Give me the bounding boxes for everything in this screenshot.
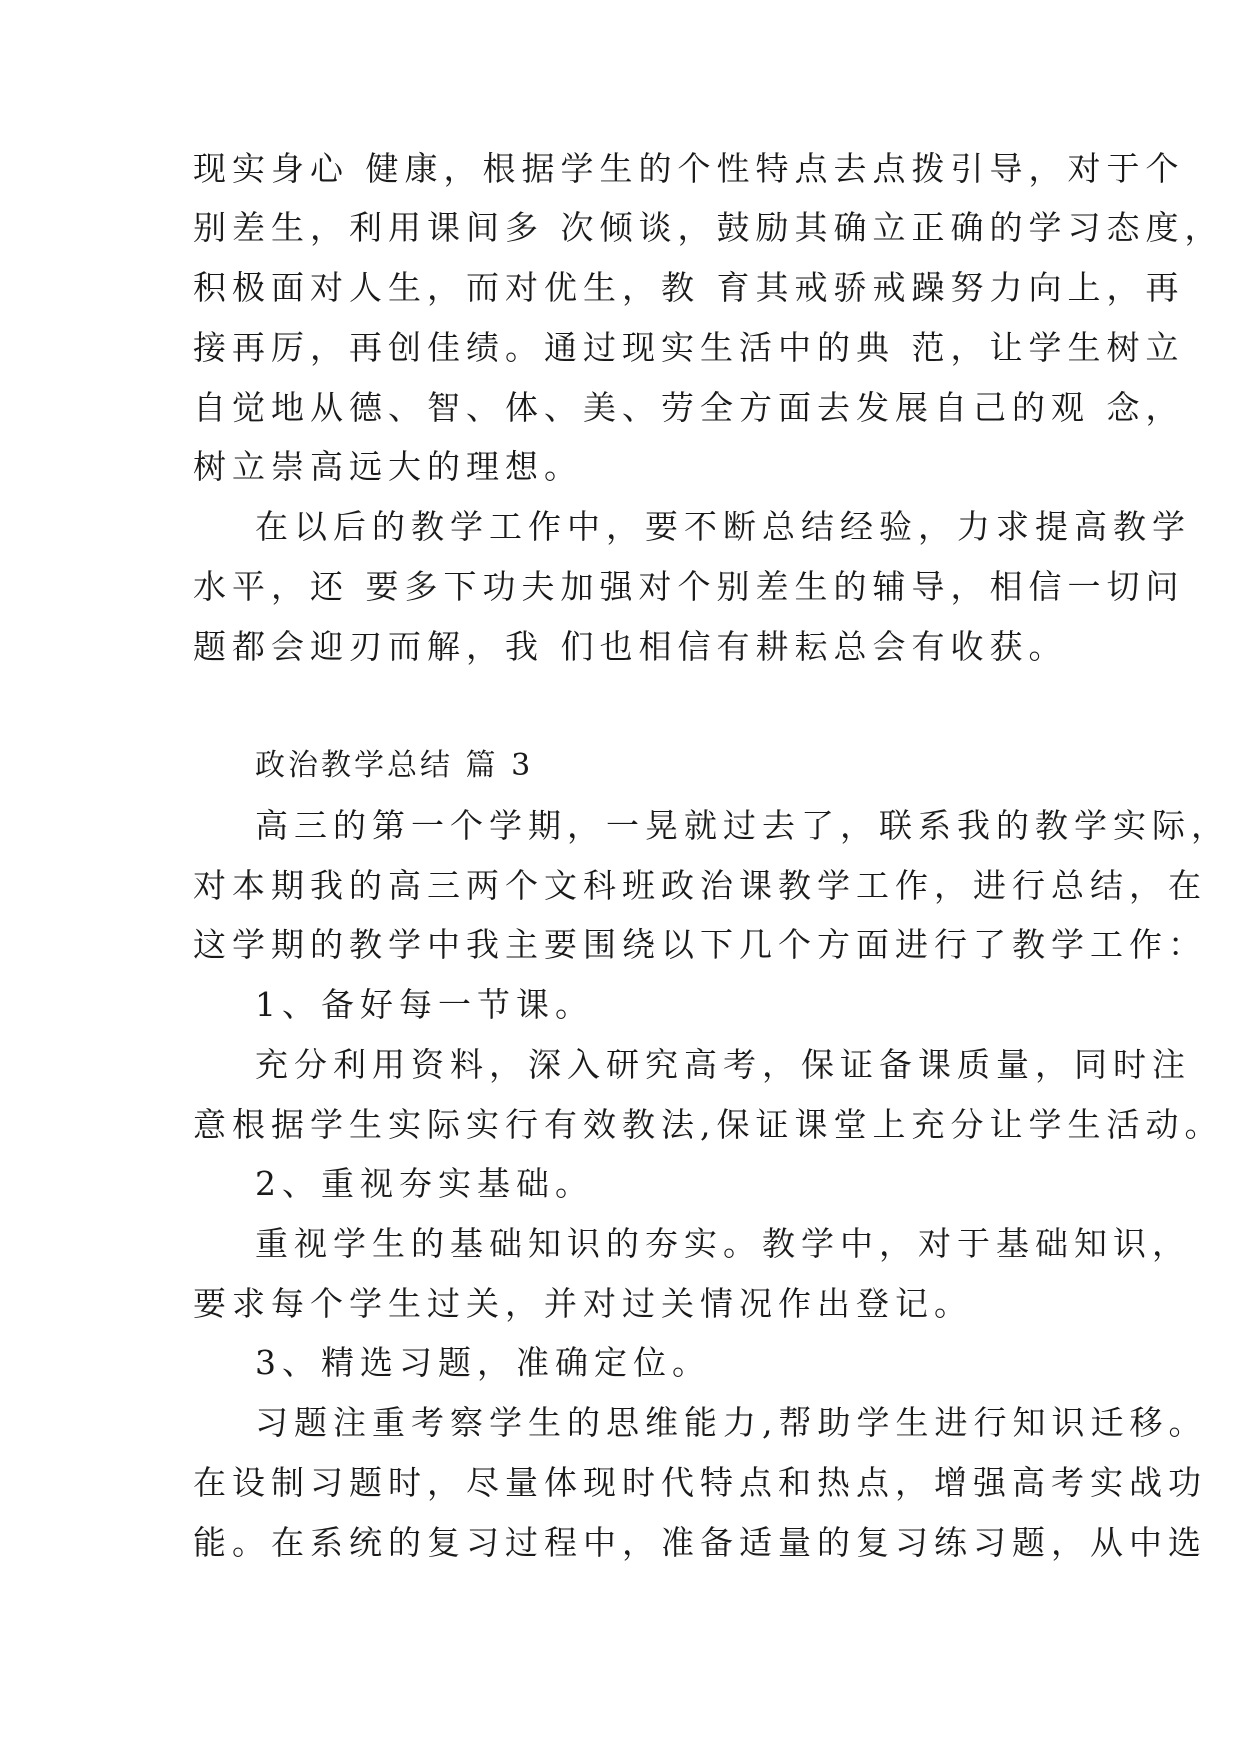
- paragraph-line: 能。在系统的复习过程中，准备适量的复习练习题，从中选: [193, 1523, 1207, 1562]
- paragraph-line: 接再厉，再创佳绩。通过现实生活中的典 范，让学生树立: [193, 328, 1185, 367]
- paragraph-line: 充分利用资料，深入研究高考，保证备课质量，同时注: [255, 1045, 1191, 1084]
- paragraph-line: 自觉地从德、智、体、美、劳全方面去发展自己的观 念，: [193, 388, 1185, 427]
- paragraph-line: 重视学生的基础知识的夯实。教学中，对于基础知识，: [255, 1224, 1191, 1263]
- numbered-item: 3、精选习题，准确定位。: [255, 1343, 711, 1382]
- section-heading: 政治教学总结 篇 3: [255, 748, 534, 783]
- paragraph-line: 对本期我的高三两个文科班政治课教学工作，进行总结，在: [193, 866, 1207, 905]
- paragraph-line: 别差生，利用课间多 次倾谈，鼓励其确立正确的学习态度，: [193, 208, 1224, 247]
- paragraph-line: 这学期的教学中我主要围绕以下几个方面进行了教学工作：: [193, 925, 1207, 964]
- paragraph-line: 在设制习题时，尽量体现时代特点和热点，增强高考实战功: [193, 1463, 1207, 1502]
- paragraph-line: 高三的第一个学期，一晃就过去了，联系我的教学实际，: [255, 806, 1230, 845]
- paragraph-line: 水平，还 要多下功夫加强对个别差生的辅导，相信一切问: [193, 567, 1185, 606]
- paragraph-line: 积极面对人生，而对优生，教 育其戒骄戒躁努力向上，再: [193, 268, 1185, 307]
- paragraph-line: 在以后的教学工作中，要不断总结经验，力求提高教学: [255, 507, 1191, 546]
- numbered-item: 1、备好每一节课。: [255, 985, 594, 1024]
- paragraph-line: 题都会迎刃而解，我 们也相信有耕耘总会有收获。: [193, 627, 1068, 666]
- paragraph-line: 现实身心 健康，根据学生的个性特点去点拨引导，对于个: [193, 149, 1185, 188]
- paragraph-line: 树立崇高远大的理想。: [193, 447, 583, 486]
- numbered-item: 2、重视夯实基础。: [255, 1164, 594, 1203]
- paragraph-line: 要求每个学生过关，并对过关情况作出登记。: [193, 1284, 973, 1323]
- paragraph-line: 习题注重考察学生的思维能力,帮助学生进行知识迁移。: [255, 1403, 1208, 1442]
- paragraph-line: 意根据学生实际实行有效教法,保证课堂上充分让学生活动。: [193, 1105, 1224, 1144]
